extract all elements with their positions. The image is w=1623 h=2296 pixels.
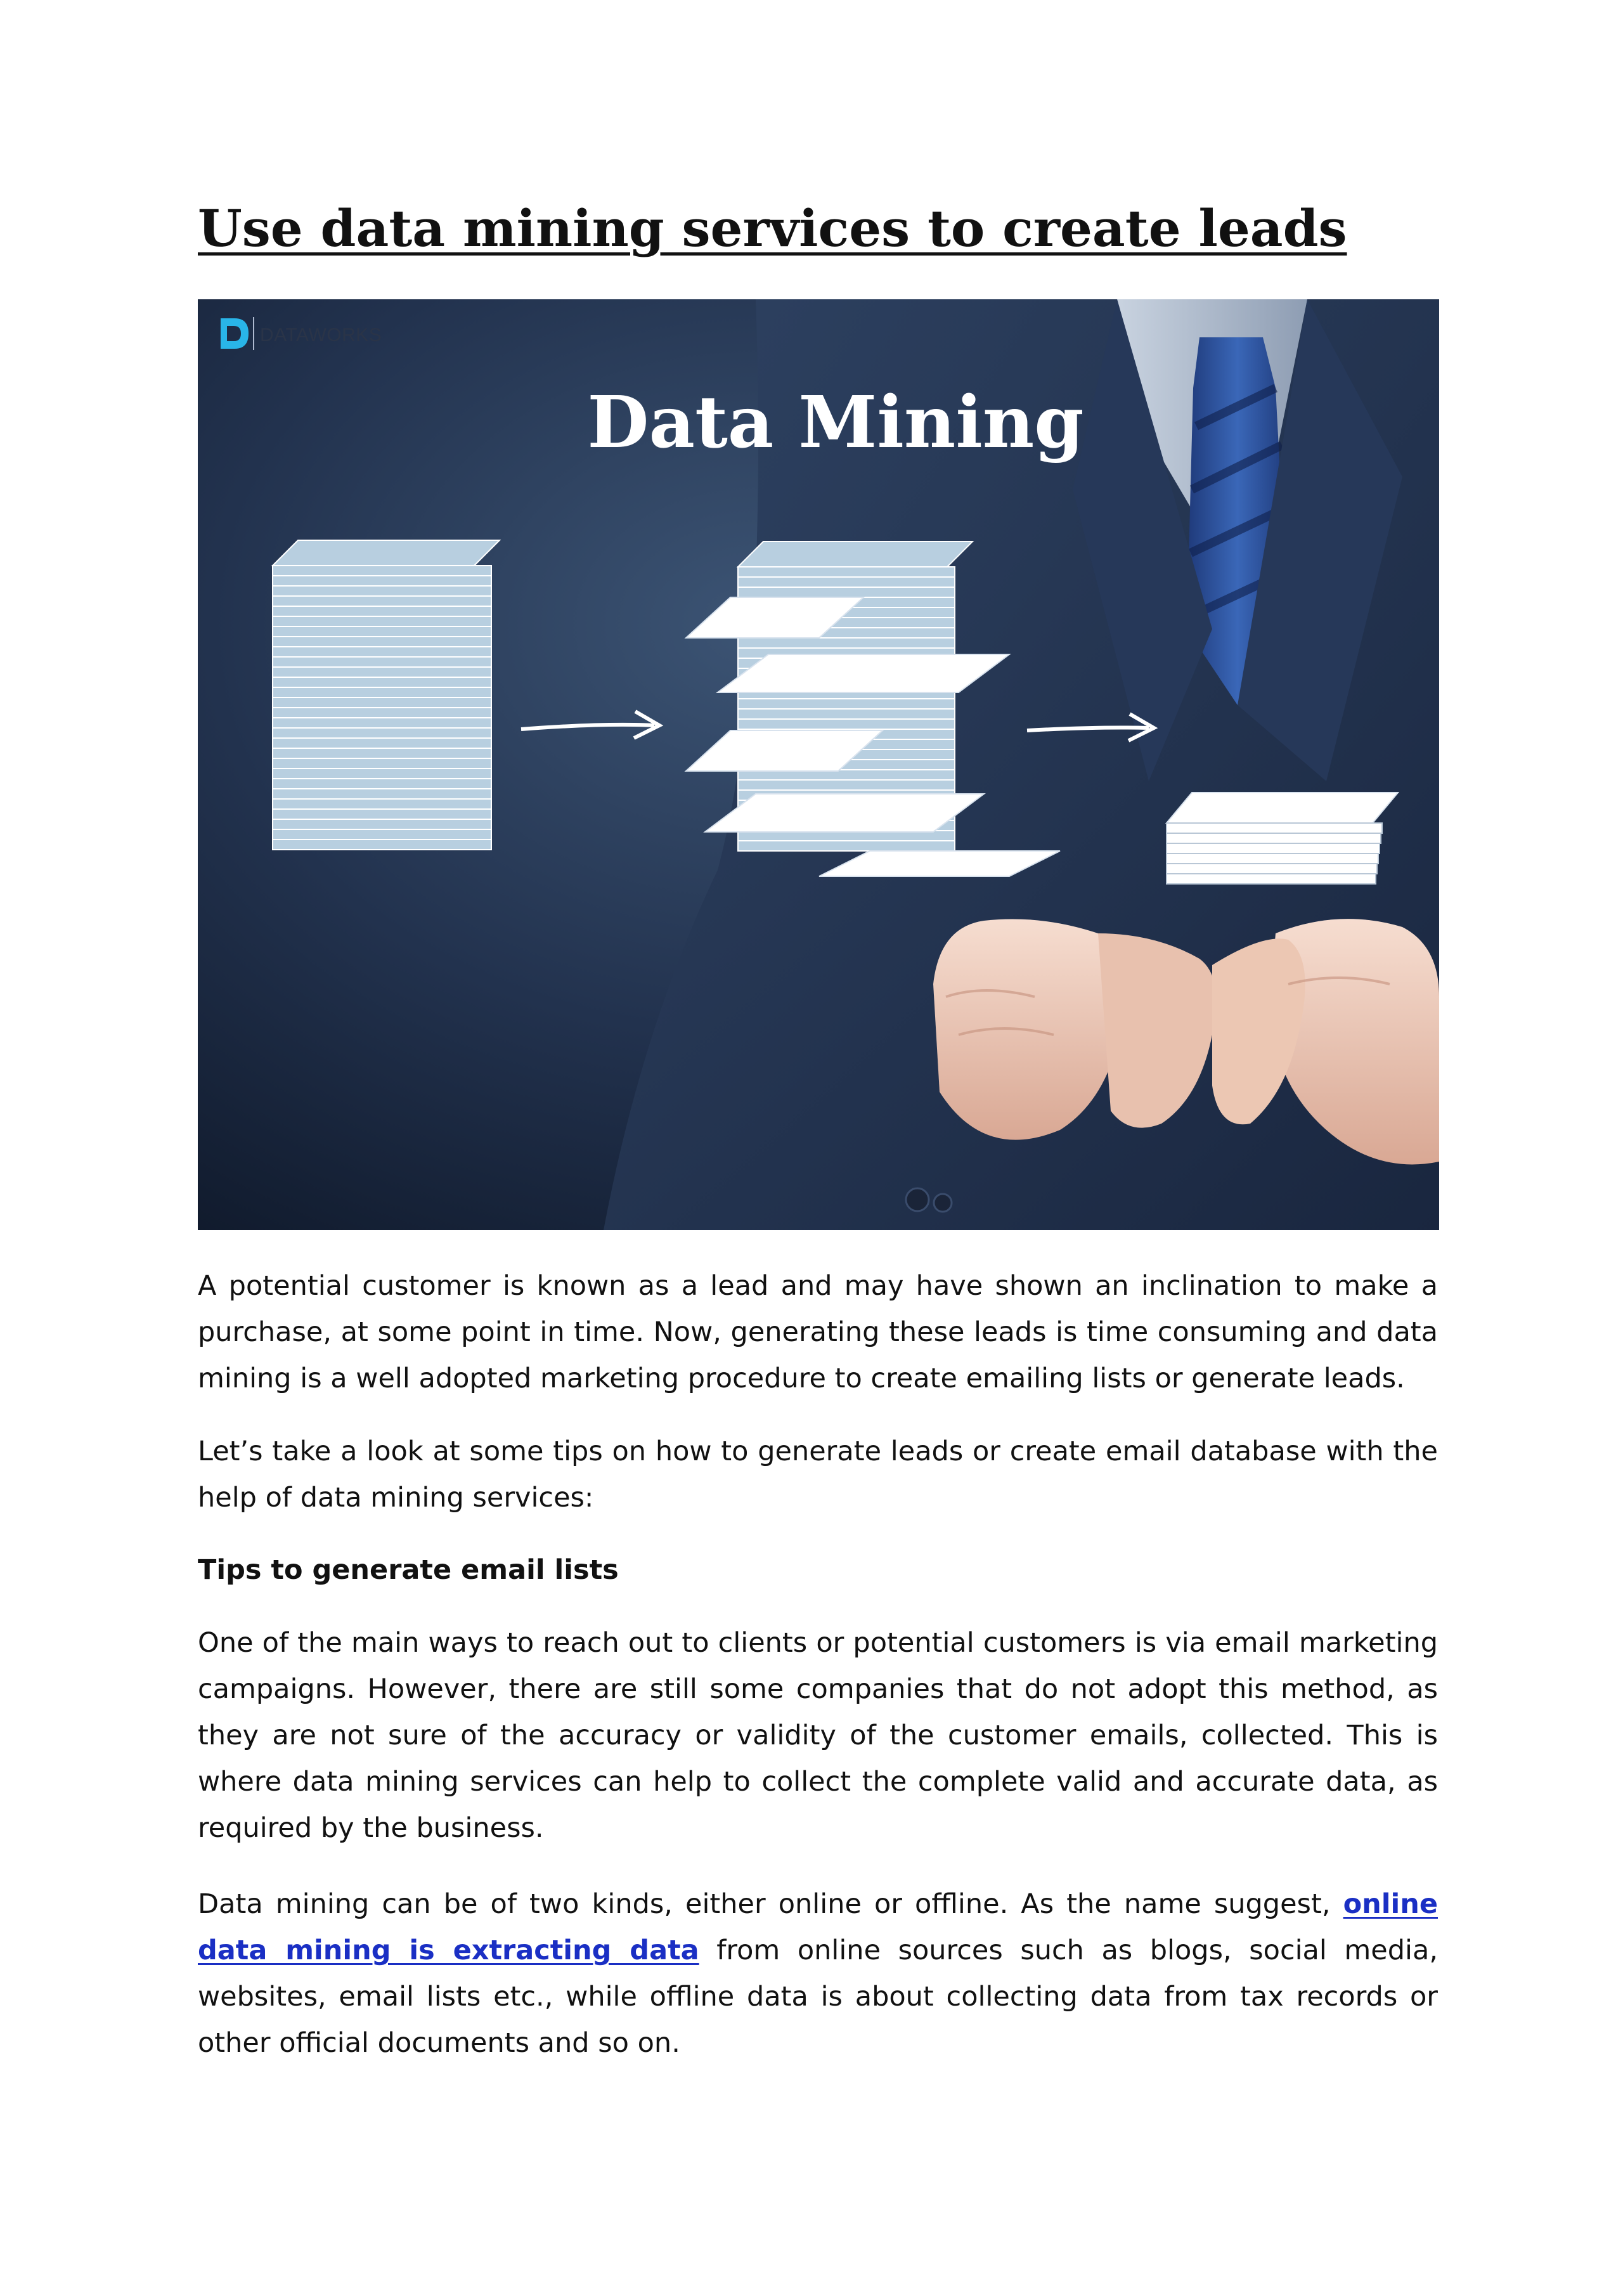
- section-heading-tips: Tips to generate email lists: [198, 1554, 619, 1586]
- hero-heading: Data Mining: [587, 381, 1084, 464]
- paragraph-intro: A potential customer is known as a lead and may have shown an inclination to make a purchase, at some point in time. Now, generating these leads is time consuming and data mining is a well adopted marketing procedure to create emailing lists or generate leads.: [198, 1270, 1438, 1394]
- page-title: Use data mining services to create leads: [198, 198, 1347, 258]
- paper-stack-left: [273, 540, 500, 850]
- brand-name: DATAWORKS: [260, 325, 382, 346]
- paragraph-data-mining-kinds: [198, 1881, 1438, 2066]
- paragraph-tips-intro: Let’s take a look at some tips on how to generate leads or create email database with the help of data mining services:: [198, 1436, 1438, 1514]
- paragraph-email-marketing: One of the main ways to reach out to clients or potential customers is via email marketing campaigns. However, there are still some companies that do not adopt this method, as they are not sure of the accuracy or validity of the customer emails, collected. This is where data mining services can help to collect the complete valid and accurate data, as required by the business.: [198, 1627, 1438, 1844]
- online-data-mining-link[interactable]: online data mining is extracting data: [198, 1888, 1438, 1966]
- hero-image: [198, 299, 1439, 1230]
- paragraph-text-before-link: Data mining can be of two kinds, either online or offline. As the name suggest,: [198, 1888, 1343, 1920]
- paper-stack-right: [1167, 793, 1398, 884]
- paragraph-text-after-link: from online sources such as blogs, social media, websites, email lists etc., while offline data is about collecting data from tax records or other official documents and so on.: [198, 1935, 1438, 2059]
